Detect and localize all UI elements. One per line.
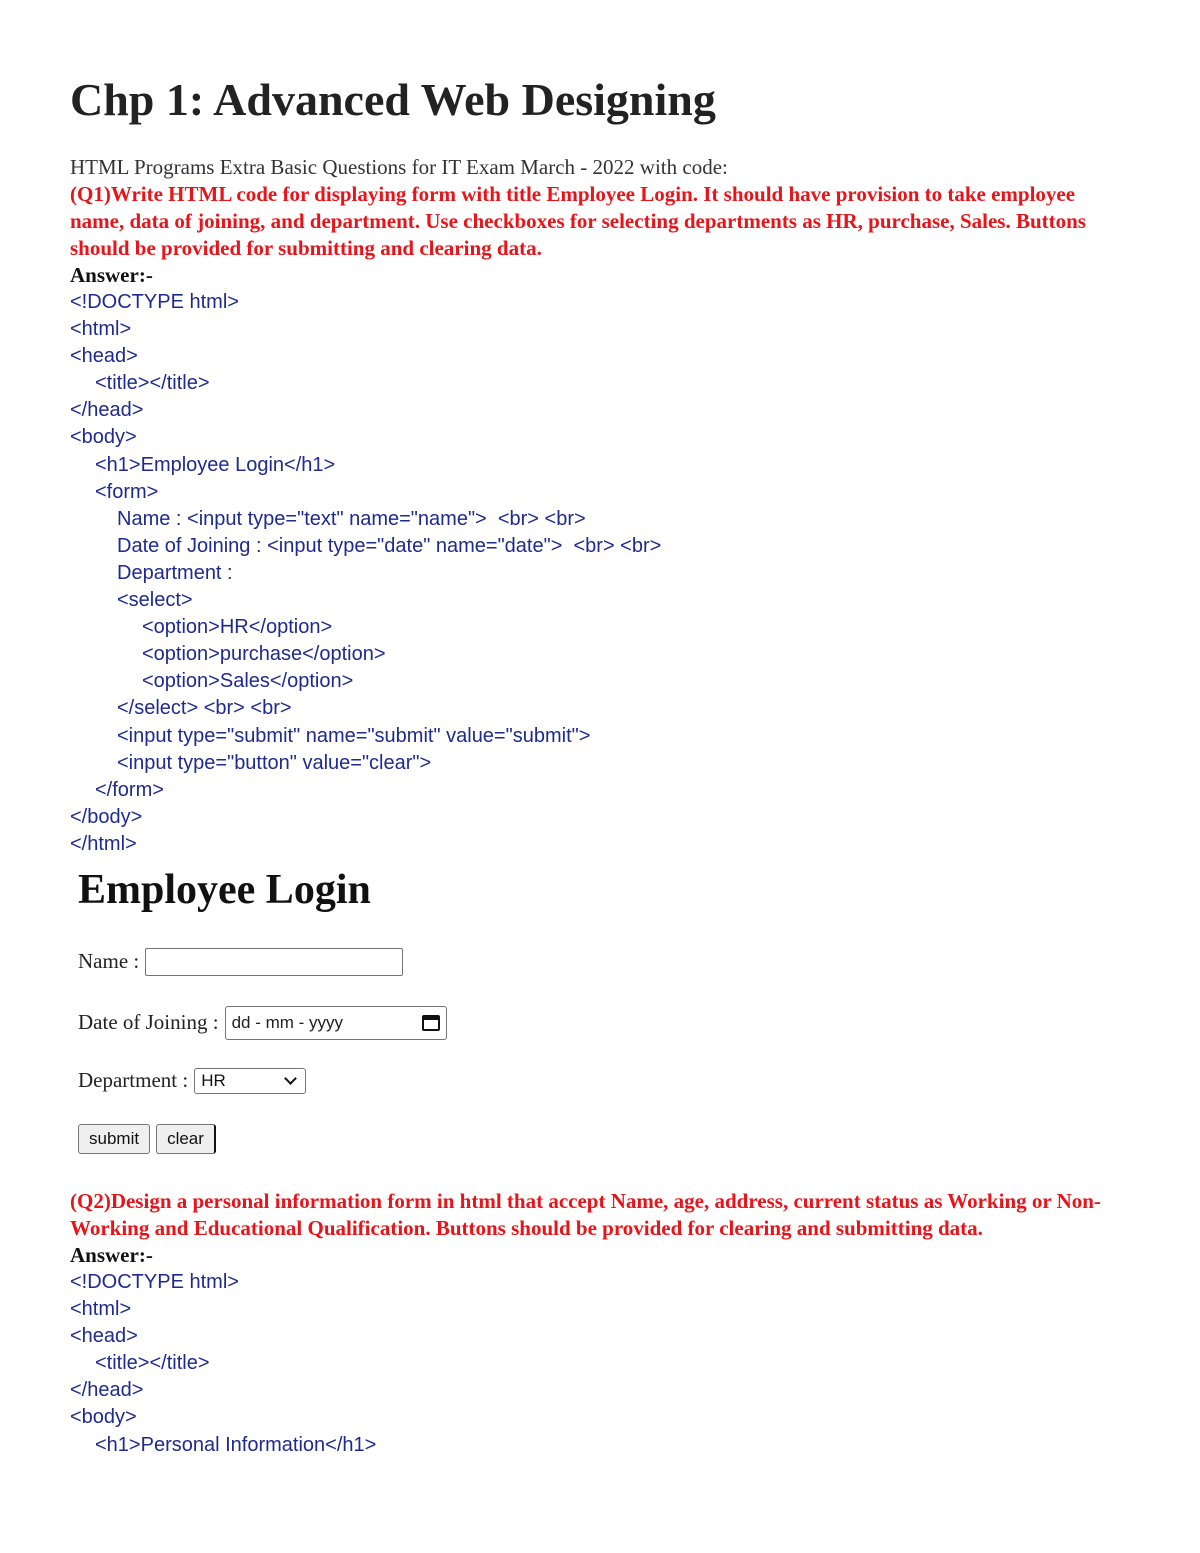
code-line: Name : <input type="text" name="name"> <br> <br> <box>117 507 586 530</box>
code-line: <!DOCTYPE html> <box>70 291 239 313</box>
code-line: <option>purchase</option> <box>142 643 386 666</box>
code-line: <h1>Employee Login</h1> <box>95 453 336 476</box>
code-line: Date of Joining : <input type="date" name="date"> <br> <br> <box>117 534 662 557</box>
chevron-down-icon <box>284 1073 297 1086</box>
answer-label-1: Answer:- <box>70 263 153 287</box>
code-line: </select> <br> <br> <box>117 697 292 720</box>
code-line: </html> <box>70 832 137 855</box>
subtitle: HTML Programs Extra Basic Questions for IT Exam March - 2022 with code: <box>70 155 728 179</box>
demo-heading: Employee Login <box>78 866 371 913</box>
question-2: (Q2)Design a personal information form in html that accept Name, age, address, current status as Working or Non-Working and Educational Qualification. Buttons should be provided for clearing and submitting data. <box>70 1188 1101 1240</box>
department-selected: HR <box>201 1070 226 1090</box>
code-line: <body> <box>70 426 137 449</box>
date-placeholder: dd - mm - yyyy <box>231 1012 344 1032</box>
department-row <box>78 1068 306 1094</box>
code-line: <head> <box>70 345 138 368</box>
date-row <box>78 1006 447 1040</box>
name-input[interactable] <box>145 948 403 976</box>
code-line: <input type="button" value="clear"> <box>117 751 432 774</box>
code-block-1 <box>70 289 1130 858</box>
answer-label-2: Answer:- <box>70 1242 153 1267</box>
document-page <box>70 72 1130 1459</box>
code-line: <h1>Personal Information</h1> <box>95 1433 377 1456</box>
code-line: </form> <box>95 778 164 801</box>
name-label: Name : <box>78 949 140 974</box>
code-line: <option>HR</option> <box>142 616 333 639</box>
submit-button[interactable]: submit <box>78 1124 150 1154</box>
code-line: <form> <box>95 480 159 503</box>
employee-login-demo <box>78 858 1130 1188</box>
code-line: </head> <box>70 1379 144 1402</box>
button-row <box>78 1124 222 1154</box>
date-label: Date of Joining : <box>78 1010 219 1035</box>
code-line: <head> <box>70 1325 138 1348</box>
name-row <box>78 948 403 976</box>
code-line: <html> <box>70 1298 132 1321</box>
clear-button[interactable]: clear <box>156 1124 216 1154</box>
code-line: <body> <box>70 1406 137 1429</box>
department-select[interactable] <box>194 1068 306 1094</box>
code-line: <input type="submit" name="submit" value="submit"> <box>117 724 591 747</box>
code-line: <!DOCTYPE html> <box>70 1270 239 1293</box>
code-line: </head> <box>70 399 144 422</box>
page-title: Chp 1: Advanced Web Designing <box>70 74 716 125</box>
code-block-2 <box>70 1269 1130 1459</box>
question-1: (Q1)Write HTML code for displaying form with title Employee Login. It should have provision to take employee name, data of joining, and department. Use checkboxes for selecting departments as HR, purchase, Sales. Buttons should be provided for submitting and clearing data. <box>70 182 1086 260</box>
code-line: Department : <box>117 561 233 584</box>
code-line: <html> <box>70 318 132 341</box>
date-input[interactable] <box>225 1006 447 1040</box>
code-line: <title></title> <box>95 1352 210 1375</box>
code-line: <title></title> <box>95 372 210 395</box>
calendar-icon[interactable] <box>422 1015 440 1031</box>
code-line: <select> <box>117 589 193 612</box>
code-line: </body> <box>70 805 143 828</box>
department-label: Department : <box>78 1068 189 1093</box>
code-line: <option>Sales</option> <box>142 670 354 693</box>
